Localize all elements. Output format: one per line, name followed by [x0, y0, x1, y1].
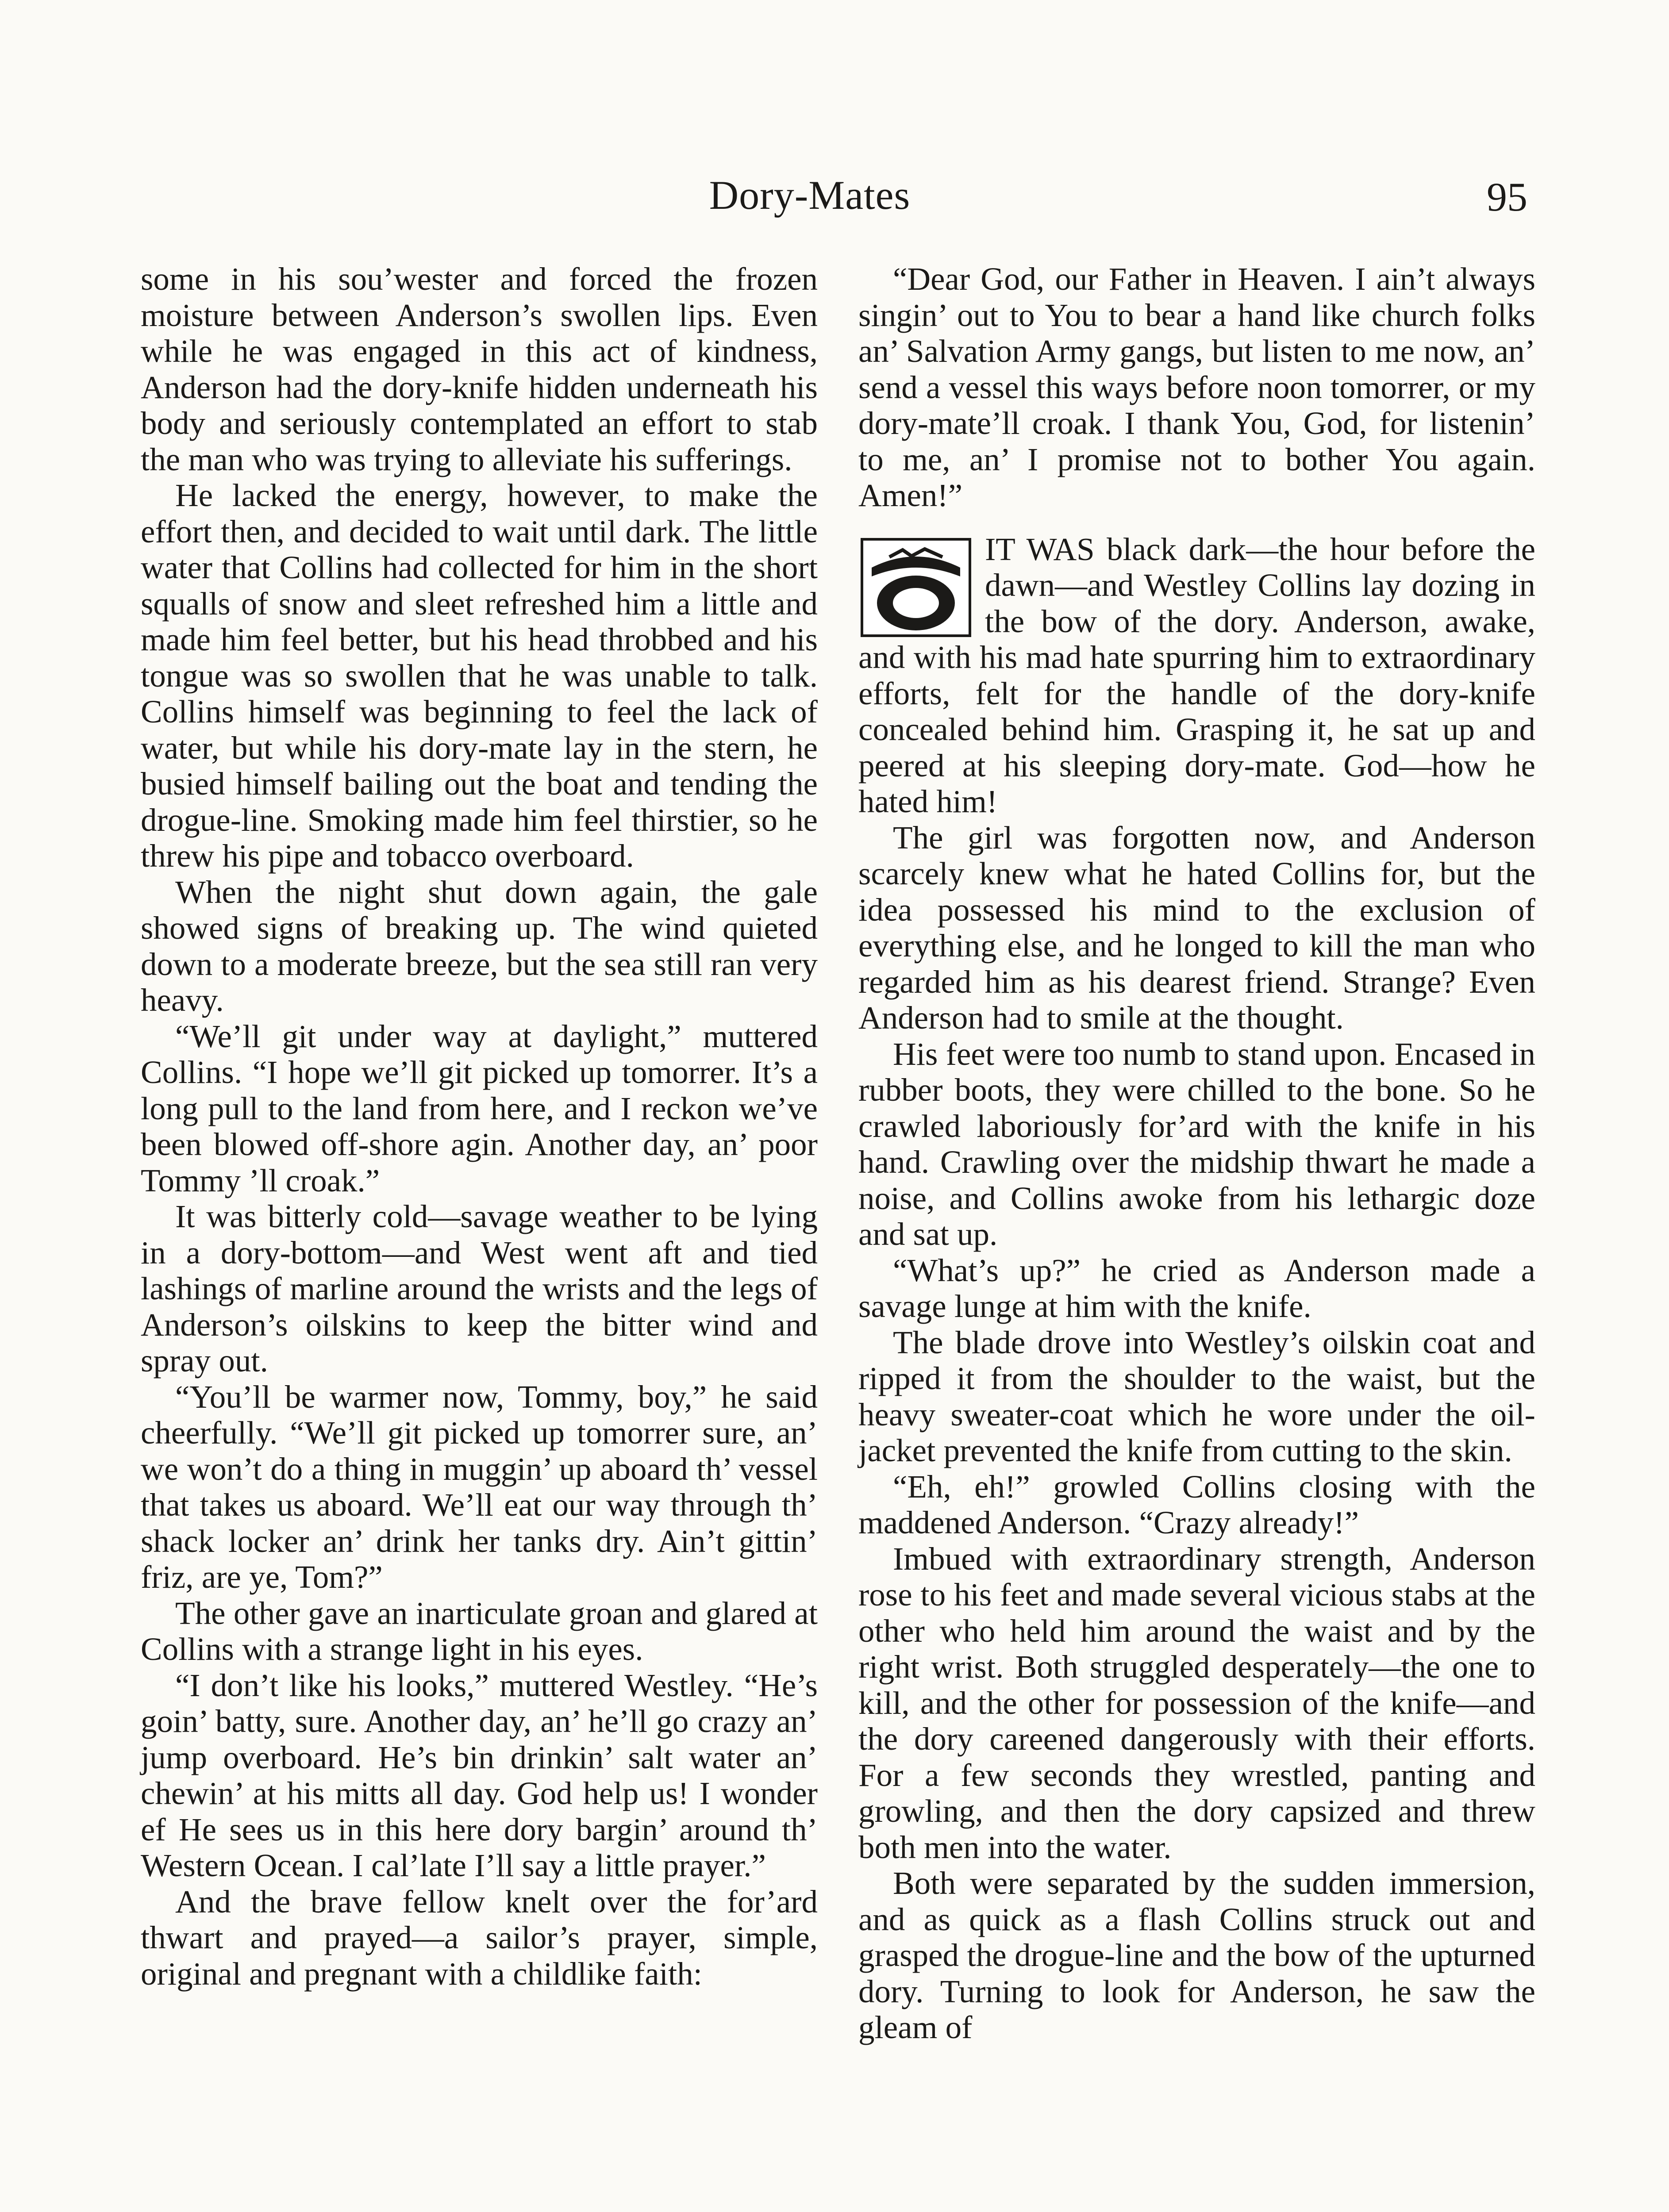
paragraph: “You’ll be warmer now, Tommy, boy,” he said cheerfully. “We’ll git picked up tomorrer sure, an’ we won’t do a thing in muggin’ up aboard th’ vessel that takes us aboard. We’ll eat our way through th’ shack locker an’ drink her tanks dry. Ain’t gittin’ friz, are ye, Tom?”	[141, 1379, 818, 1595]
paragraph: “What’s up?” he cried as Anderson made a savage lunge at him with the knife.	[858, 1252, 1535, 1324]
right-column	[858, 261, 1535, 2046]
paragraph: It was bitterly cold—savage weather to be lying in a dory-bottom—and West went aft and tied lashings of marline around the wrists and the legs of Anderson’s oilskins to keep the bitter wind and spray out.	[141, 1198, 818, 1379]
paragraph: Imbued with extraordinary strength, Anderson rose to his feet and made several vicious stabs at the other who held him around the waist and by the right wrist. Both struggled desperately—the one to kill, and the other for possession of the knife—and the dory careened dangerously with their efforts. For a few seconds they wrestled, panting and growling, and then the dory capsized and threw both men into the water.	[858, 1540, 1535, 1865]
drop-cap-paragraph: IT WAS black dark—the hour before the dawn—and Westley Collins lay dozing in the bow of the dory. Anderson, awake, and with his mad hate spurring him to extraordinary efforts, felt for the handle of the dory-knife concealed behind him. Grasping it, he sat up and peered at his sleeping dory-mate. God—how he hated him!	[858, 531, 1535, 819]
paragraph: When the night shut down again, the gale showed signs of breaking up. The wind quieted down to a moderate breeze, but the sea still ran very heavy.	[141, 874, 818, 1018]
page-number: 95	[1487, 174, 1527, 219]
paragraph: The girl was forgotten now, and Anderson scarcely knew what he hated Collins for, but the idea possessed his mind to the exclusion of everything else, and he longed to kill the man who regarded him as his dearest friend. Strange? Even Anderson had to smile at the thought.	[858, 819, 1535, 1036]
paragraph: “Eh, eh!” growled Collins closing with the maddened Anderson. “Crazy already!”	[858, 1468, 1535, 1540]
paragraph: Both were separated by the sudden immersion, and as quick as a flash Collins struck out and grasped the drogue-line and the bow of the upturned dory. Turning to look for Anderson, he saw the gleam of	[858, 1865, 1535, 2045]
paragraph: “We’ll git under way at daylight,” muttered Collins. “I hope we’ll git picked up tomorrer. It’s a long pull to the land from here, and I reckon we’ve been blowed off-shore agin. Another day, an’ poor Tommy ’ll croak.”	[141, 1018, 818, 1198]
paragraph: The blade drove into Westley’s oilskin coat and ripped it from the shoulder to the waist, but the heavy sweater-coat which he wore under the oil-jacket prevented the knife from cutting to the skin.	[858, 1324, 1535, 1468]
paragraph: His feet were too numb to stand upon. Encased in rubber boots, they were chilled to the bone. So he crawled laboriously for’ard with the knife in his hand. Crawling over the midship thwart he made a noise, and Collins awoke from his lethargic doze and sat up.	[858, 1036, 1535, 1252]
running-title: Dory-Mates	[709, 173, 911, 218]
paragraph: “I don’t like his looks,” muttered Westley. “He’s goin’ batty, sure. Another day, an’ he’ll go crazy an’ jump overboard. He’s bin drinkin’ salt water an’ chewin’ at his mitts all day. God help us! I wonder ef He sees us in this here dory bargin’ around th’ Western Ocean. I cal’late I’ll say a little prayer.”	[141, 1667, 818, 1883]
left-column	[141, 261, 818, 1992]
capsized-dory-ornament-icon	[858, 537, 973, 638]
prayer-paragraph: “Dear God, our Father in Heaven. I ain’t always singin’ out to You to bear a hand like church folks an’ Salvation Army gangs, but listen to me now, an’ send a vessel this ways before noon tomorrer, or my dory-mate’ll croak. I thank You, God, for listenin’ to me, an’ I promise not to bother You again. Amen!”	[858, 261, 1535, 513]
paragraph: And the brave fellow knelt over the for’ard thwart and prayed—a sailor’s prayer, simple, original and pregnant with a childlike faith:	[141, 1883, 818, 1992]
paragraph: The other gave an inarticulate groan and glared at Collins with a strange light in his eyes.	[141, 1595, 818, 1667]
paragraph: He lacked the energy, however, to make the effort then, and decided to wait until dark. The little water that Collins had collected for him in the short squalls of snow and sleet refreshed him a little and made him feel better, but his head throbbed and his tongue was so swollen that he was unable to talk. Collins himself was beginning to feel the lack of water, but while his dory-mate lay in the stern, he busied himself bailing out the boat and tending the drogue-line. Smoking made him feel thirstier, so he threw his pipe and tobacco overboard.	[141, 477, 818, 874]
paragraph: some in his sou’wester and forced the frozen moisture between Anderson’s swollen lips. Even while he was engaged in this act of kindness, Anderson had the dory-knife hidden underneath his body and seriously contemplated an effort to stab the man who was trying to alleviate his sufferings.	[141, 261, 818, 477]
